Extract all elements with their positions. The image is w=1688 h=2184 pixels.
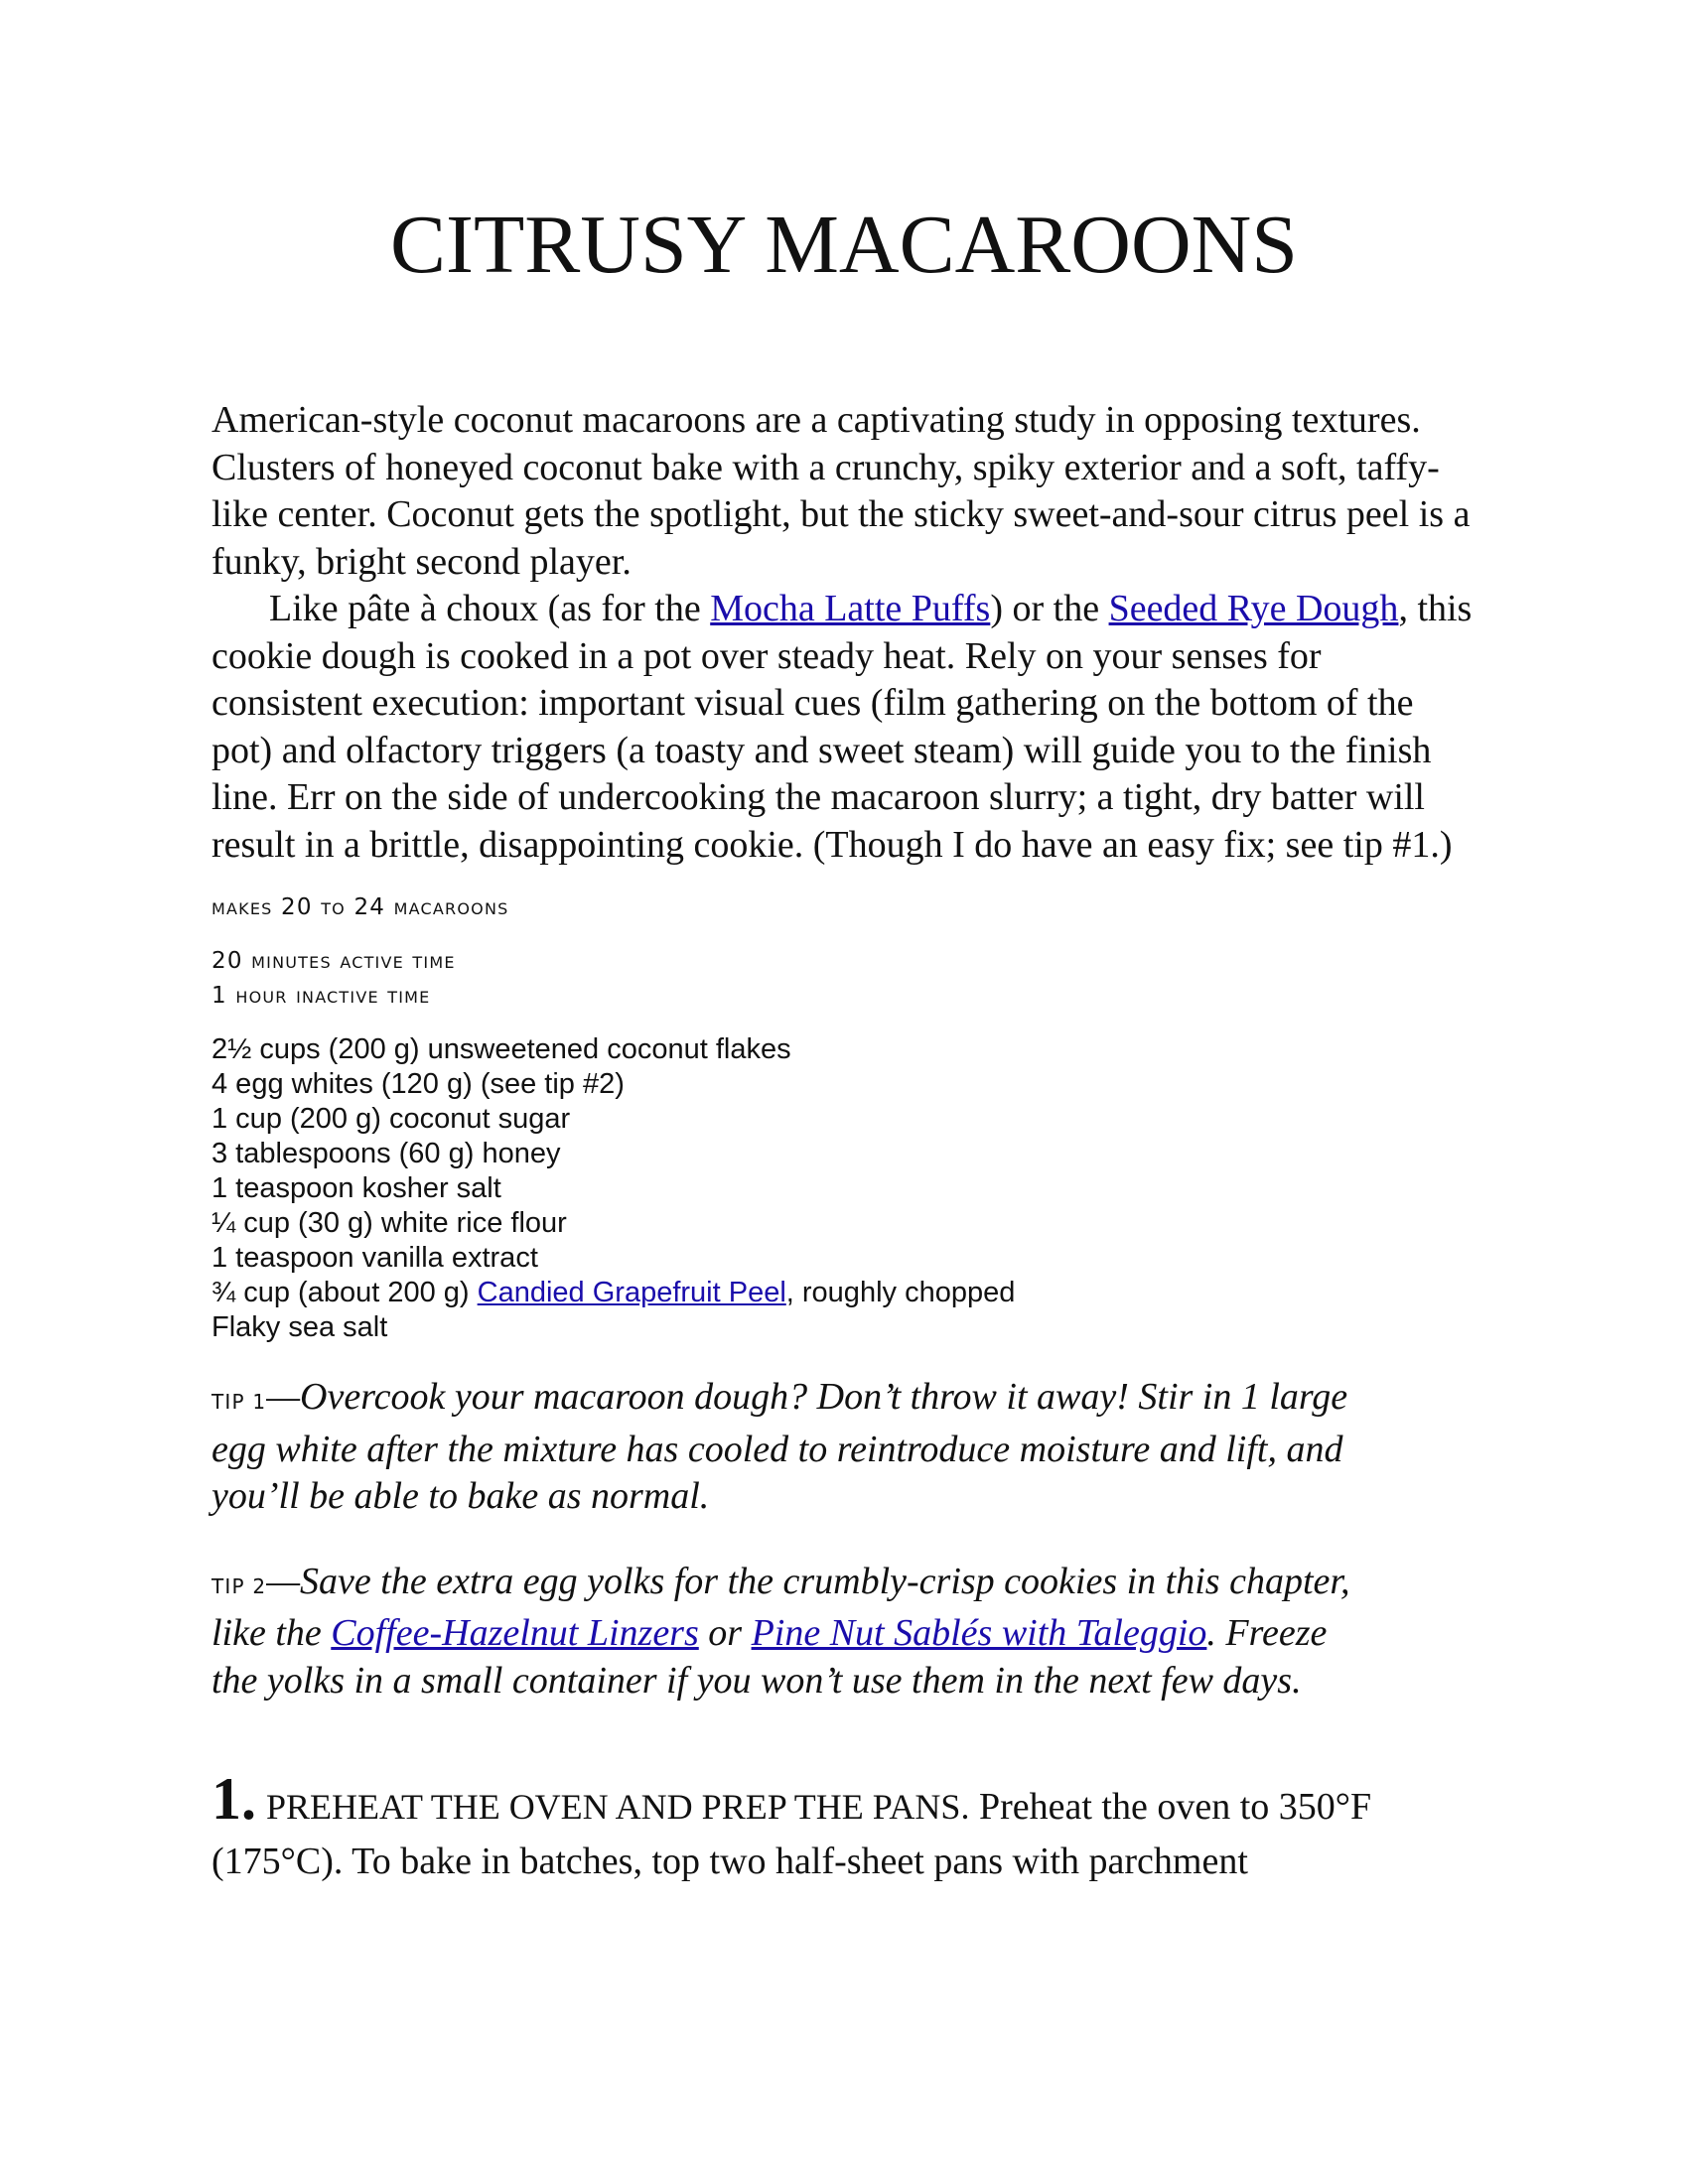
mocha-latte-puffs-link[interactable]: Mocha Latte Puffs bbox=[710, 588, 991, 629]
step-1 bbox=[211, 1766, 1473, 1889]
ingredient-item: 1 teaspoon vanilla extract bbox=[211, 1242, 538, 1274]
time-block bbox=[211, 944, 1473, 1014]
peel-suffix: , roughly chopped bbox=[785, 1277, 1016, 1308]
ingredient-item: ¼ cup (30 g) white rice flour bbox=[211, 1207, 567, 1239]
recipe-content bbox=[211, 397, 1473, 1927]
tip-1 bbox=[211, 1374, 1353, 1521]
active-time: 20 minutes active time bbox=[211, 948, 456, 974]
intro-text-c: , this cookie dough is cooked in a pot over steady heat. Rely on your senses for consistent execution: important visual cues (film gathering on the bottom of the pot) and olfactory triggers (a toasty and sweet steam) will guide you to the finish line. Err on the side of undercooking the macaroon slurry; a tight, dry batter will result in a brittle, disappointing cookie. (Though I do have an easy fix; see tip #1.) bbox=[211, 588, 1473, 866]
tip-2-text-a: —Save the extra egg yolks for the crumbly-crisp cookies in this chapter, like the bbox=[211, 1560, 1350, 1654]
candied-grapefruit-peel-link[interactable]: Candied Grapefruit Peel bbox=[477, 1277, 786, 1308]
step-1-heading: PREHEAT THE OVEN AND PREP THE PANS. bbox=[266, 1787, 970, 1827]
tip-2-text-c: . Freeze the yolks in a small container if you won’t use them in the next few days. bbox=[211, 1612, 1328, 1702]
ingredient-item: 1 teaspoon kosher salt bbox=[211, 1172, 501, 1204]
intro-text-a: Like pâte à choux (as for the bbox=[269, 588, 711, 629]
ingredient-item: 4 egg whites (120 g) (see tip #2) bbox=[211, 1068, 625, 1100]
tip-2-label: TIP 2 bbox=[211, 1573, 267, 1598]
ingredient-item: 3 tablespoons (60 g) honey bbox=[211, 1138, 561, 1169]
step-1-text: Preheat the oven to 350°F (175°C). To bake in batches, top two half-sheet pans with parchment bbox=[211, 1786, 1372, 1882]
intro-paragraph-2 bbox=[211, 586, 1473, 869]
yield-line: makes 20 to 24 macaroons bbox=[211, 894, 509, 920]
ingredient-item: 2½ cups (200 g) unsweetened coconut flakes bbox=[211, 1033, 791, 1065]
intro-paragraph-1: American-style coconut macaroons are a captivating study in opposing textures. Clusters of honeyed coconut bake with a crunchy, spiky exterior and a soft, taffy-like center. Coconut gets the spotlight, but the sticky sweet-and-sour citrus peel is a funky, bright second player. bbox=[211, 399, 1471, 583]
step-1-number: 1. bbox=[211, 1766, 256, 1832]
ingredient-list bbox=[211, 1032, 1473, 1345]
peel-prefix: ¾ cup (about 200 g) bbox=[211, 1277, 478, 1308]
pine-nut-sables-link[interactable]: Pine Nut Sablés with Taleggio bbox=[751, 1612, 1207, 1654]
tip-1-label: TIP 1 bbox=[211, 1390, 267, 1414]
tip-2-text-b: or bbox=[698, 1612, 752, 1654]
tip-1-text: —Overcook your macaroon dough? Don’t throw it away! Stir in 1 large egg white after the mixture has cooled to reintroduce moisture and lift, and you’ll be able to bake as normal. bbox=[211, 1376, 1348, 1517]
tip-2 bbox=[211, 1559, 1353, 1706]
ingredient-item: Flaky sea salt bbox=[211, 1311, 388, 1343]
inactive-time: 1 hour inactive time bbox=[211, 983, 431, 1009]
ingredient-item-peel bbox=[211, 1276, 1473, 1310]
coffee-hazelnut-linzers-link[interactable]: Coffee-Hazelnut Linzers bbox=[331, 1612, 699, 1654]
intro-text-b: ) or the bbox=[990, 588, 1109, 629]
recipe-title: CITRUSY MACAROONS bbox=[389, 199, 1299, 291]
ingredient-item: 1 cup (200 g) coconut sugar bbox=[211, 1103, 571, 1135]
seeded-rye-dough-link[interactable]: Seeded Rye Dough bbox=[1108, 588, 1399, 629]
